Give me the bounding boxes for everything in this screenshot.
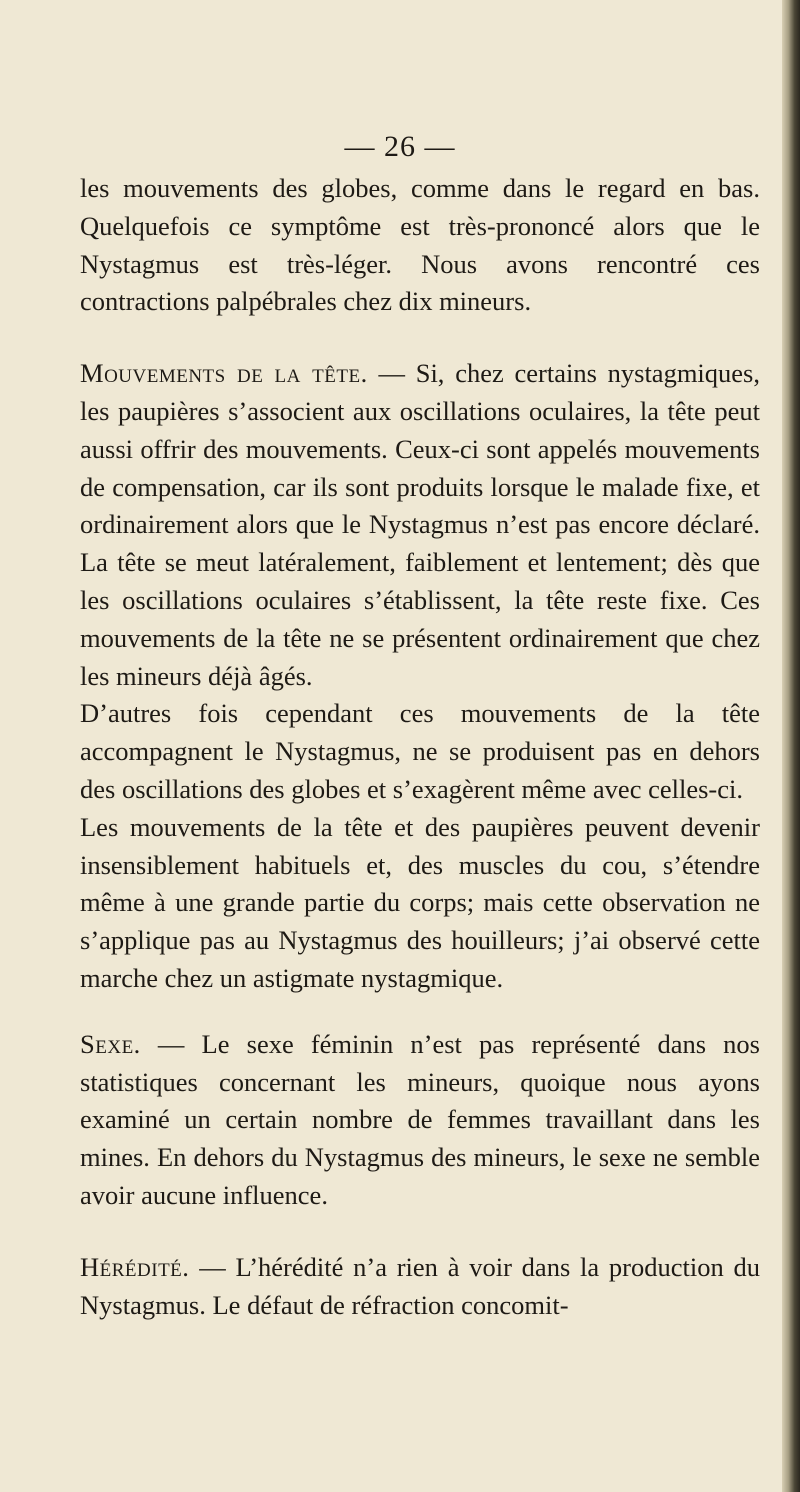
paragraph-5-text: — Le sexe féminin n’est pas représenté dans nos statistiques concernant les mineurs, quoique nous ayons examiné un certain nombre de femmes travaillant dans les mines. En dehors du Nystagmus des mineurs, le sexe ne semble avoir aucune influence. (80, 1028, 760, 1210)
paragraph-3 (80, 695, 760, 808)
paragraph-2 (80, 355, 760, 695)
paragraph-1-text: les mouvements des globes, comme dans le regard en bas. Quelquefois ce symptôme est très-prononcé alors que le Nystagmus est très-léger. Nous avons rencontré ces contractions palpébrales chez dix mineurs. (80, 173, 760, 317)
paragraph-4 (80, 809, 760, 998)
section-heading-heredite: Hérédité. (80, 1251, 190, 1282)
paragraph-5 (80, 1026, 760, 1215)
page-edge-shadow (782, 0, 800, 1492)
paragraph-2-text: — Si, chez certains nystagmiques, les paupières s’associent aux oscillations oculaires, la tête peut aussi offrir des mouvements. Ceux-ci sont appelés mouvements de compensation, car ils sont produits lorsque le malade fixe, et ordinairement alors que le Nystagmus n’est pas encore déclaré. La tête se meut latéralement, faiblement et lentement; dès que les oscillations oculaires s’établissent, la tête reste fixe. Ces mouvements de la tête ne se présentent ordinairement que chez les mineurs déjà âgés. (80, 358, 760, 691)
paragraph-4-text: Les mouvements de la tête et des paupières peuvent devenir insensiblement habituels et, des muscles du cou, s’étendre même à une grande partie du corps; mais cette observation ne s’applique pas au Nystagmus des houilleurs; j’ai observé cette marche chez un astigmate nystagmique. (80, 811, 760, 993)
section-heading-mouvements: Mouvements de la tête. (80, 358, 368, 389)
body-text (80, 170, 760, 1324)
paragraph-3-text: D’autres fois cependant ces mouvements de la tête accompagnent le Nystagmus, ne se produisent pas en dehors des oscillations des globes et s’exagèrent même avec celles-ci. (80, 698, 760, 804)
paragraph-6 (80, 1249, 760, 1325)
paragraph-1 (80, 170, 760, 321)
page-number: — 26 — (344, 130, 456, 163)
section-heading-sexe: Sexe. (80, 1028, 141, 1059)
paragraph-6-text: — L’hérédité n’a rien à voir dans la production du Nystagmus. Le défaut de réfraction concomit- (80, 1251, 760, 1320)
